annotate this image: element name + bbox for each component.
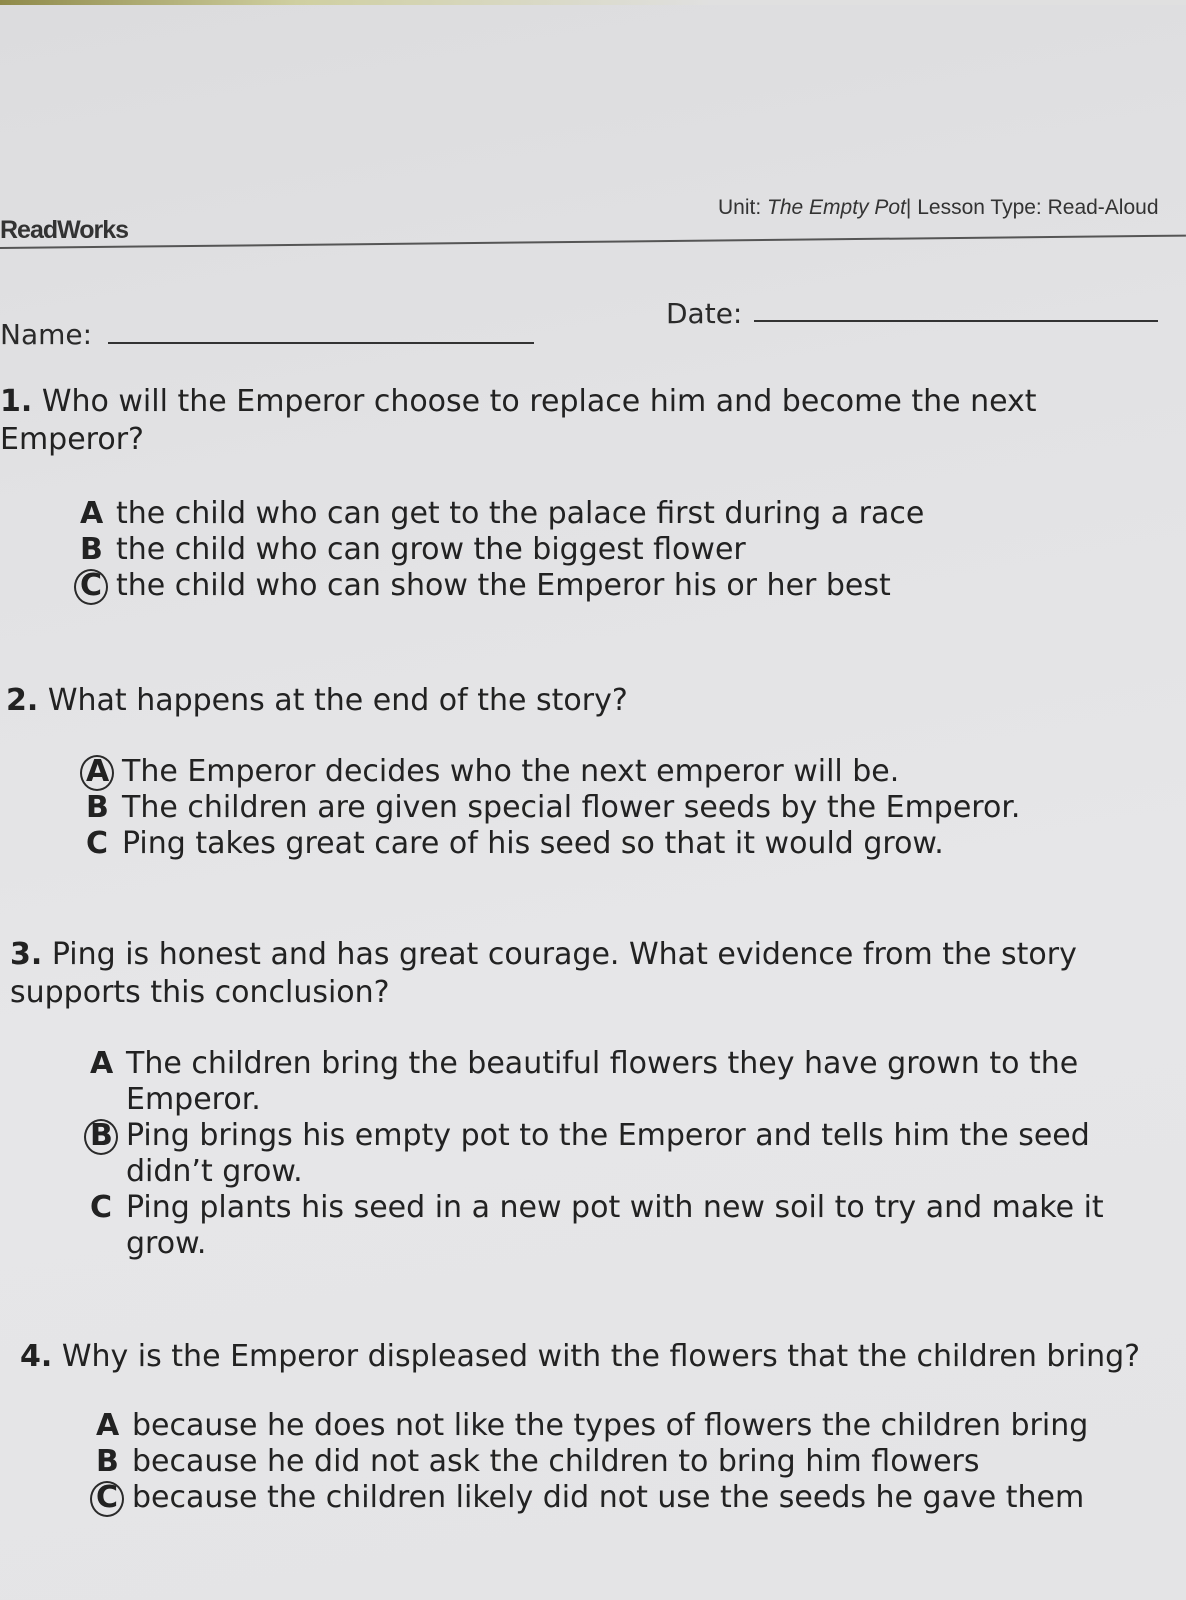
question-text: Why is the Emperor displeased with the flowers that the children bring? — [61, 1339, 1141, 1374]
date-label: Date: — [666, 297, 743, 330]
question-number: 3. — [10, 937, 43, 972]
option-3a[interactable] — [90, 1046, 1150, 1118]
option-text: The children are given special flower seeds by the Emperor. — [122, 790, 1021, 825]
option-4a[interactable] — [96, 1408, 1176, 1444]
question-2-options — [86, 754, 1146, 862]
option-1b[interactable] — [80, 532, 1080, 568]
option-text: The children bring the beautiful flowers they have grown to the Emperor. — [126, 1046, 1079, 1117]
question-1-options — [80, 496, 1080, 604]
option-letter-circled: B — [90, 1118, 126, 1154]
name-field[interactable] — [108, 342, 534, 344]
option-3b[interactable] — [90, 1118, 1150, 1190]
option-text: because he did not ask the children to bring him flowers — [132, 1444, 980, 1479]
question-text: What happens at the end of the story? — [47, 683, 628, 718]
unit-label: Unit: — [718, 196, 762, 219]
option-text: Ping plants his seed in a new pot with new soil to try and make it grow. — [126, 1190, 1104, 1261]
brand-logo: ReadWorks — [0, 216, 129, 244]
option-1c[interactable] — [80, 568, 1080, 604]
option-letter: B — [80, 532, 103, 567]
option-letter: A — [96, 1408, 120, 1443]
question-number: 2. — [6, 683, 39, 718]
question-number: 1. — [0, 384, 33, 419]
page-edge — [0, 0, 1186, 5]
option-letter: B — [86, 790, 109, 825]
question-3-options — [90, 1046, 1150, 1262]
option-letter: C — [86, 826, 109, 861]
lesson-type: Lesson Type: Read-Aloud — [917, 196, 1159, 219]
question-2 — [6, 682, 1106, 720]
question-3 — [10, 936, 1140, 1012]
option-text: the child who can show the Emperor his or her best — [116, 568, 891, 603]
option-3c[interactable] — [90, 1190, 1150, 1262]
question-4-options — [96, 1408, 1176, 1516]
question-number: 4. — [20, 1339, 53, 1374]
option-letter: C — [90, 1190, 113, 1225]
option-letter-circled: C — [80, 568, 116, 604]
option-text: The Emperor decides who the next emperor will be. — [122, 754, 900, 789]
option-letter: A — [80, 496, 104, 531]
option-letter: A — [90, 1046, 114, 1081]
question-text: Who will the Emperor choose to replace him and become the next Emperor? — [0, 384, 1037, 457]
option-4b[interactable] — [96, 1444, 1176, 1480]
option-text: Ping brings his empty pot to the Emperor and tells him the seed didn’t grow. — [126, 1118, 1090, 1189]
question-text: Ping is honest and has great courage. What evidence from the story supports this conclusion? — [10, 937, 1077, 1010]
unit-info — [718, 196, 1186, 220]
option-4c[interactable] — [96, 1480, 1176, 1516]
option-1a[interactable] — [80, 496, 1080, 532]
header-divider — [0, 235, 1186, 249]
question-4 — [20, 1338, 1170, 1376]
option-2a[interactable] — [86, 754, 1146, 790]
option-text: the child who can grow the biggest flower — [116, 532, 746, 567]
unit-title: The Empty Pot — [767, 196, 906, 219]
option-text: the child who can get to the palace first during a race — [116, 496, 925, 531]
date-field[interactable] — [754, 320, 1158, 322]
option-2b[interactable] — [86, 790, 1146, 826]
question-1 — [0, 383, 1100, 459]
option-letter-circled: C — [96, 1480, 132, 1516]
option-letter-circled: A — [86, 754, 122, 790]
name-label: Name: — [0, 318, 93, 351]
header-separator: | — [905, 196, 912, 219]
option-letter: B — [96, 1444, 119, 1479]
option-text: Ping takes great care of his seed so that it would grow. — [122, 826, 944, 861]
option-2c[interactable] — [86, 826, 1146, 862]
option-text: because the children likely did not use the seeds he gave them — [132, 1480, 1085, 1515]
option-text: because he does not like the types of flowers the children bring — [132, 1408, 1089, 1443]
